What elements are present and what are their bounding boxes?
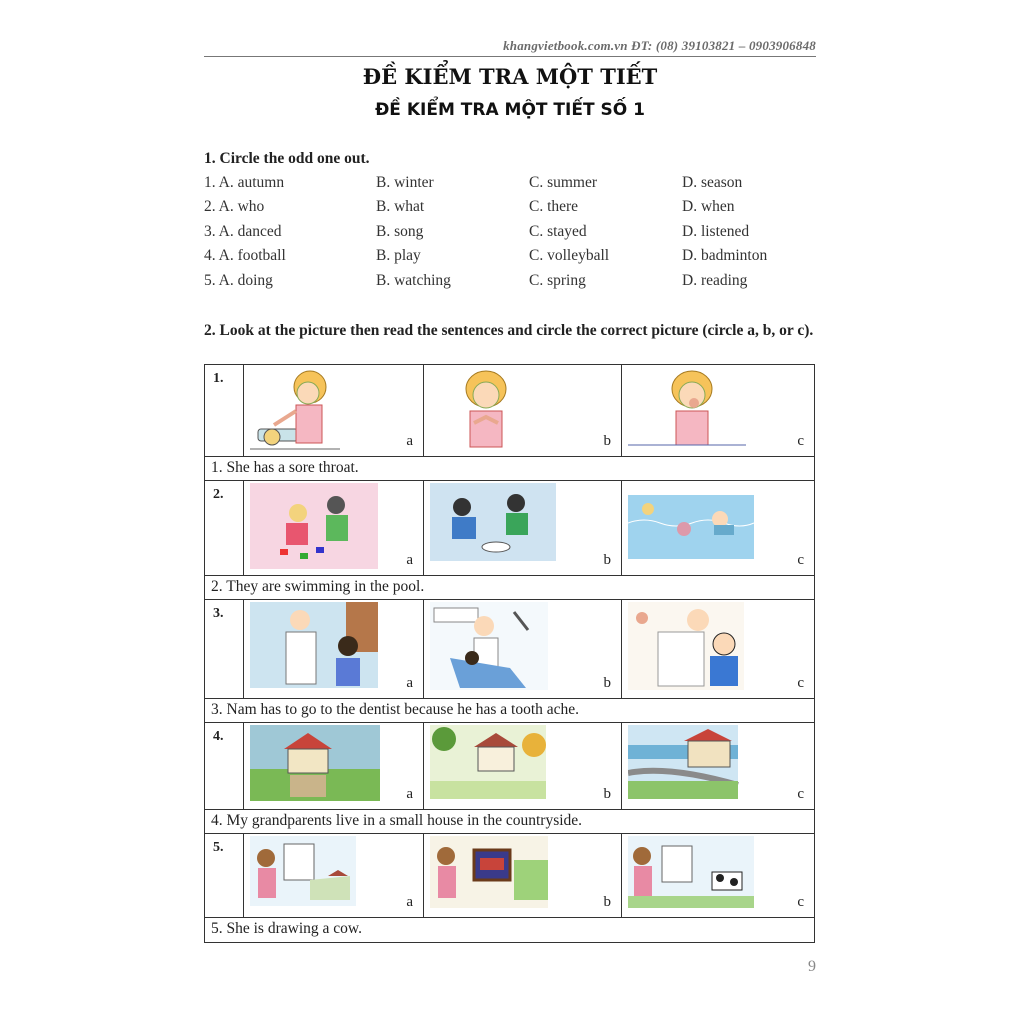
question-sentence: 4. My grandparents live in a small house in the countryside. (205, 810, 814, 834)
option-letter: b (603, 786, 611, 802)
item-number: 4. (205, 723, 244, 809)
list-item (204, 198, 816, 222)
item-number: 3. (205, 600, 244, 698)
table-row (205, 600, 814, 699)
item-number: 5. (205, 834, 244, 917)
option-c[interactable]: C. summer (529, 174, 598, 191)
page-subtitle: ĐỀ KIỂM TRA MỘT TIẾT SỐ 1 (375, 100, 645, 120)
option-c[interactable]: C. volleyball (529, 247, 610, 265)
picture-option-b[interactable] (424, 834, 622, 917)
item-number: 1. (205, 365, 244, 456)
option-d[interactable]: D. listened (682, 222, 750, 240)
option-d[interactable]: D. season (682, 174, 743, 191)
option-letter: a (406, 433, 413, 449)
table-row (205, 481, 814, 576)
option-a[interactable]: 5. A. doing (204, 271, 273, 289)
odd-one-out-list (204, 174, 816, 296)
part2-heading: 2. Look at the picture then read the sentences and circle the correct picture (circle a, b, or c). (204, 322, 814, 339)
option-c[interactable]: C. there (529, 198, 579, 216)
option-letter: b (603, 433, 611, 449)
option-letter: c (797, 786, 804, 802)
girl-pouring-picture (250, 367, 350, 452)
list-item (204, 223, 816, 247)
option-a[interactable]: 3. A. danced (204, 222, 282, 240)
option-d[interactable]: D. when (682, 198, 735, 216)
picture-option-a[interactable] (244, 365, 424, 456)
option-letter: b (603, 675, 611, 691)
option-b[interactable]: B. watching (376, 271, 451, 289)
picture-option-c[interactable] (622, 365, 814, 456)
list-item (204, 272, 816, 296)
picture-option-a[interactable] (244, 723, 424, 809)
option-letter: a (406, 894, 413, 910)
picture-option-c[interactable] (622, 600, 814, 698)
option-a[interactable]: 4. A. football (204, 247, 286, 265)
house-by-sea-picture (628, 725, 740, 801)
question-sentence: 3. Nam has to go to the dentist because he has a tooth ache. (205, 699, 814, 723)
option-b[interactable]: B. play (376, 247, 421, 265)
doctor-patient-picture (250, 602, 380, 690)
option-b[interactable]: B. song (376, 222, 424, 240)
table-row (205, 365, 814, 457)
option-letter: b (603, 552, 611, 568)
option-letter: c (797, 894, 804, 910)
option-letter: a (406, 552, 413, 568)
house-garden-picture (250, 725, 382, 803)
dentist-chair-picture (430, 602, 550, 692)
small-house-countryside-picture (430, 725, 548, 801)
option-letter: a (406, 675, 413, 691)
picture-option-c[interactable] (622, 481, 814, 575)
kids-playing-picture (250, 483, 380, 571)
option-d[interactable]: D. reading (682, 271, 748, 289)
option-letter: c (797, 552, 804, 568)
picture-option-b[interactable] (424, 481, 622, 575)
picture-option-a[interactable] (244, 834, 424, 917)
picture-option-c[interactable] (622, 723, 814, 809)
option-a[interactable]: 2. A. who (204, 198, 265, 216)
question-sentence: 5. She is drawing a cow. (211, 920, 362, 937)
page-number: 9 (808, 958, 816, 975)
question-sentence: 1. She has a sore throat. (205, 457, 814, 481)
girl-drawing-house-picture (250, 836, 358, 908)
table-row (205, 723, 814, 810)
list-item (204, 174, 816, 198)
option-c[interactable]: C. stayed (529, 222, 587, 240)
girl-coughing-picture (628, 367, 748, 452)
picture-option-a[interactable] (244, 481, 424, 575)
girl-drawing-cow-picture (628, 836, 756, 910)
page-title: ĐỀ KIỂM TRA MỘT TIẾT (362, 64, 658, 89)
kids-swimming-picture (628, 495, 756, 561)
girl-drawing-picture-b (430, 836, 550, 910)
option-c[interactable]: C. spring (529, 271, 586, 289)
option-letter: a (406, 786, 413, 802)
table-row (205, 834, 814, 918)
option-letter: c (797, 675, 804, 691)
header-rule (204, 38, 816, 57)
picture-table (204, 364, 815, 943)
option-b[interactable]: B. what (376, 198, 425, 216)
picture-option-b[interactable] (424, 723, 622, 809)
option-d[interactable]: D. badminton (682, 247, 768, 265)
list-item (204, 247, 816, 271)
part1-heading: 1. Circle the odd one out. (204, 150, 370, 167)
girl-sad-picture (452, 367, 522, 452)
picture-option-a[interactable] (244, 600, 424, 698)
option-letter: c (797, 433, 804, 449)
option-letter: b (603, 894, 611, 910)
kids-marbles-picture (430, 483, 558, 563)
option-a[interactable]: 1. A. autumn (204, 174, 285, 191)
picture-option-b[interactable] (424, 365, 622, 456)
header-contact: khangvietbook.com.vn ĐT: (08) 39103821 – 0903906848 (503, 38, 816, 53)
doctor-ear-check-picture (628, 602, 746, 692)
picture-option-c[interactable] (622, 834, 814, 917)
picture-option-b[interactable] (424, 600, 622, 698)
item-number: 2. (205, 481, 244, 575)
option-b[interactable]: B. winter (376, 174, 434, 191)
question-sentence: 2. They are swimming in the pool. (205, 576, 814, 600)
